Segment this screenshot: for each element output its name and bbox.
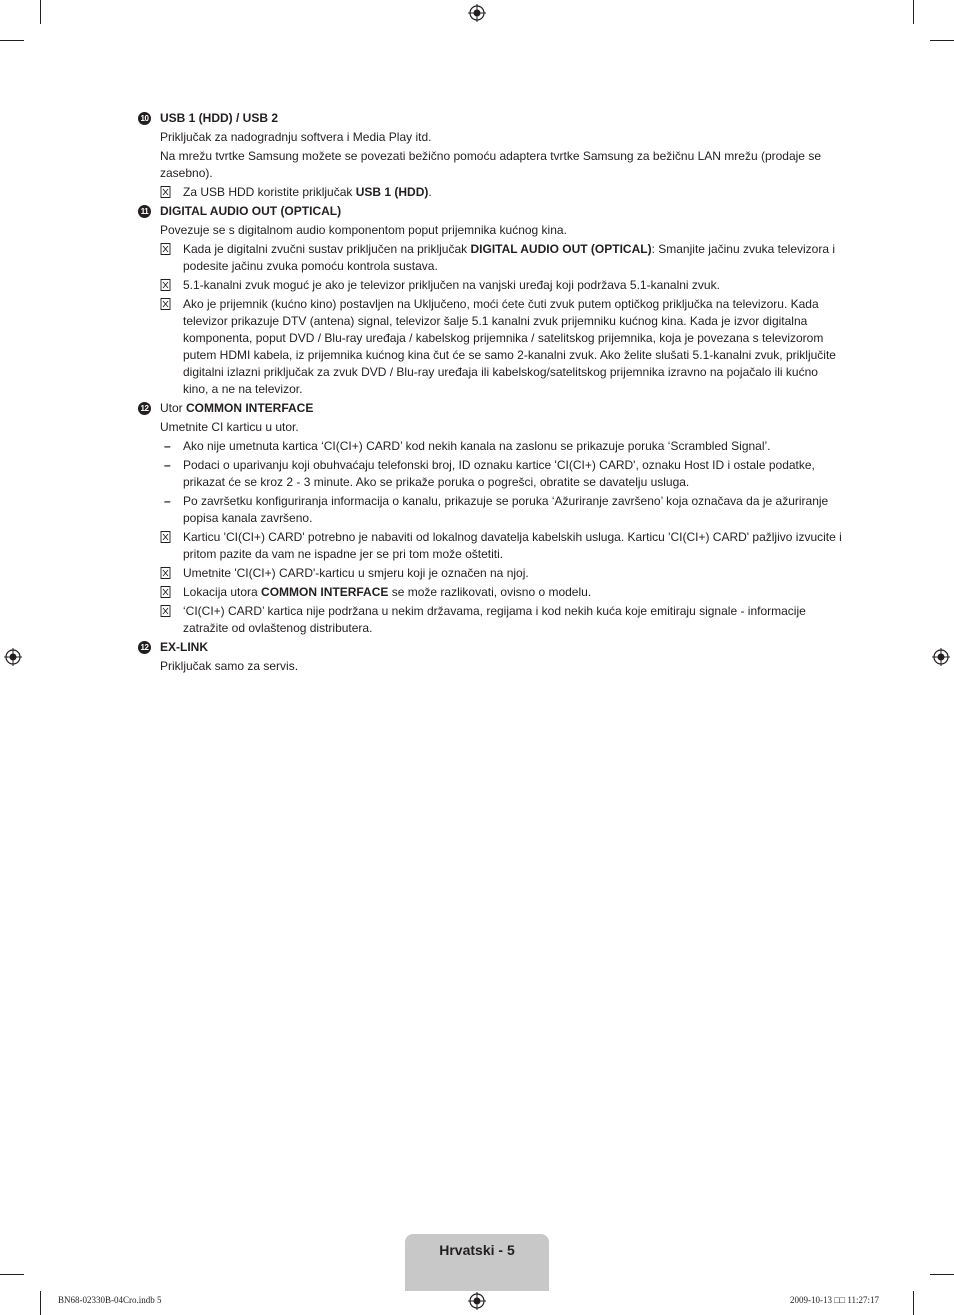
- text-run: Povezuje se s digitalnom audio komponentom poput prijemnika kućnog kina.: [160, 223, 567, 237]
- note-item: [138, 603, 844, 637]
- note-icon: [160, 567, 171, 579]
- registration-mark-icon: [932, 648, 950, 666]
- note-icon: [160, 298, 171, 310]
- crop-mark: [0, 40, 24, 41]
- section-number-badge: 12: [138, 402, 151, 415]
- dash-list-item: [138, 438, 844, 455]
- section: [138, 639, 844, 675]
- text-run: Utor: [160, 401, 187, 415]
- section-heading: [138, 400, 844, 417]
- bold-text: USB 1 (HDD) / USB 2: [160, 111, 279, 125]
- text-run: se može razlikovati, ovisno o modelu.: [388, 585, 592, 599]
- text-run: Podaci o uparivanju koji obuhvaćaju telefonski broj, ID oznaku kartice 'CI(CI+) CARD', oznaku Host ID i ostale podatke, prikazat će se kroz 2 - 3 minute. Ako se prikaže poruka o pogrešci, obratite se davatelju usluga.: [183, 458, 815, 489]
- bold-text: DIGITAL AUDIO OUT (OPTICAL): [470, 242, 652, 256]
- note-item: [138, 277, 844, 294]
- paragraph: [138, 148, 844, 182]
- page-number-label: Hrvatski - 5: [439, 1242, 515, 1258]
- section-heading: [138, 110, 844, 127]
- dash-bullet: –: [164, 458, 171, 472]
- note-icon: [160, 243, 171, 255]
- text-run: Umetnite 'CI(CI+) CARD'-karticu u smjeru koji je označen na njoj.: [183, 566, 529, 580]
- section: [138, 110, 844, 201]
- bold-text: COMMON INTERFACE: [186, 401, 314, 415]
- dash-bullet: –: [164, 494, 171, 508]
- text-run: ‘CI(CI+) CARD’ kartica nije podržana u nekim državama, regijama i kod nekih kuća koje emitiraju signale - informacije zatražite od ovlaštenog distributera.: [183, 604, 806, 635]
- crop-mark: [913, 1291, 914, 1315]
- paragraph: [138, 419, 844, 436]
- footer-timestamp: 2009-10-13 □□ 11:27:17: [790, 1295, 880, 1305]
- dash-bullet: –: [164, 439, 171, 453]
- note-item: [138, 565, 844, 582]
- registration-mark-icon: [468, 4, 486, 22]
- bold-text: DIGITAL AUDIO OUT (OPTICAL): [160, 204, 342, 218]
- text-run: Za USB HDD koristite priključak: [183, 185, 356, 199]
- footer-file-name: BN68-02330B-04Cro.indb 5: [58, 1295, 162, 1305]
- crop-mark: [913, 0, 914, 24]
- section: [138, 203, 844, 398]
- section-title: [160, 204, 341, 218]
- crop-mark: [0, 1274, 24, 1275]
- text-run: Po završetku konfiguriranja informacija o kanalu, prikazuje se poruka ‘Ažuriranje završeno’ koja označava da je ažuriranje popisa kanala završeno.: [183, 494, 829, 525]
- crop-mark: [40, 1291, 41, 1315]
- paragraph: [138, 129, 844, 146]
- note-item: [138, 241, 844, 275]
- bold-text: COMMON INTERFACE: [261, 585, 389, 599]
- section-title: [160, 111, 278, 125]
- crop-mark: [930, 1274, 954, 1275]
- dash-list-item: [138, 493, 844, 527]
- section: [138, 400, 844, 637]
- text-run: Ako je prijemnik (kućno kino) postavljen na Uključeno, moći ćete čuti zvuk putem optičkog priključka na televizoru. Kada televizor prikazuje DTV (antena) signal, televizor šalje 5.1 kanalni zvuk prijemniku kućnog kina. Kada je izvor digitalna komponenta, poput DVD / Blu-ray uređaja / kabelskog prijemnika / satelitskog prijemnika, koja je povezana s televizorom putem HDMI kabela, iz prijemnika kućnog kina čut će se samo 2-kanalni zvuk. Ako želite slušati 5.1-kanalni zvuk, priključite digitalni izlazni priključak za zvuk DVD / Blu-ray uređaja ili kabelskog/satelitskog prijemnika izravno na pojačalo ili kućno kino, a ne na televizor.: [183, 297, 836, 396]
- note-item: [138, 184, 844, 201]
- section-heading: [138, 639, 844, 656]
- text-run: 5.1-kanalni zvuk moguć je ako je televizor priključen na vanjski uređaj koji podržava 5.1-kanalni zvuk.: [183, 278, 720, 292]
- bold-text: USB 1 (HDD): [355, 185, 429, 199]
- note-item: [138, 296, 844, 398]
- note-icon: [160, 186, 171, 198]
- registration-mark-icon: [4, 648, 22, 666]
- bold-text: EX-LINK: [160, 640, 208, 654]
- section-number-badge: 10: [138, 112, 151, 125]
- section-heading: [138, 203, 844, 220]
- crop-mark: [40, 0, 41, 24]
- text-run: Priključak samo za servis.: [160, 659, 299, 673]
- note-item: [138, 529, 844, 563]
- text-run: Na mrežu tvrtke Samsung možete se povezati bežično pomoću adaptera tvrtke Samsung za bežičnu LAN mrežu (prodaje se zasebno).: [160, 149, 821, 180]
- section-title: [160, 401, 313, 415]
- section-number-badge: 11: [138, 205, 151, 218]
- text-run: Umetnite CI karticu u utor.: [160, 420, 299, 434]
- text-run: Priključak za nadogradnju softvera i Media Play itd.: [160, 130, 432, 144]
- text-run: Lokacija utora: [183, 585, 262, 599]
- document-body: [138, 110, 844, 677]
- dash-list-item: [138, 457, 844, 491]
- note-icon: [160, 605, 171, 617]
- note-icon: [160, 586, 171, 598]
- paragraph: [138, 222, 844, 239]
- text-run: Ako nije umetnuta kartica ‘CI(CI+) CARD’ kod nekih kanala na zaslonu se prikazuje poruka ‘Scrambled Signal’.: [183, 439, 771, 453]
- note-icon: [160, 279, 171, 291]
- text-run: : Smanjite jačinu zvuka televizora i podesite jačinu zvuka pomoću kontrola sustava.: [183, 242, 836, 273]
- crop-mark: [930, 40, 954, 41]
- text-run: Kada je digitalni zvučni sustav priključen na priključak: [183, 242, 471, 256]
- section-number-badge: 12: [138, 641, 151, 654]
- note-icon: [160, 531, 171, 543]
- page-number-tab: [405, 1234, 549, 1291]
- section-title: [160, 640, 208, 654]
- paragraph: [138, 658, 844, 675]
- text-run: Karticu 'CI(CI+) CARD' potrebno je nabaviti od lokalnog davatelja kabelskih usluga. Karticu 'CI(CI+) CARD' pažljivo izvucite i pritom pazite da vam ne ispadne jer se pri tom može oštetiti.: [183, 530, 842, 561]
- note-item: [138, 584, 844, 601]
- registration-mark-icon: [468, 1292, 486, 1310]
- text-run: .: [428, 185, 432, 199]
